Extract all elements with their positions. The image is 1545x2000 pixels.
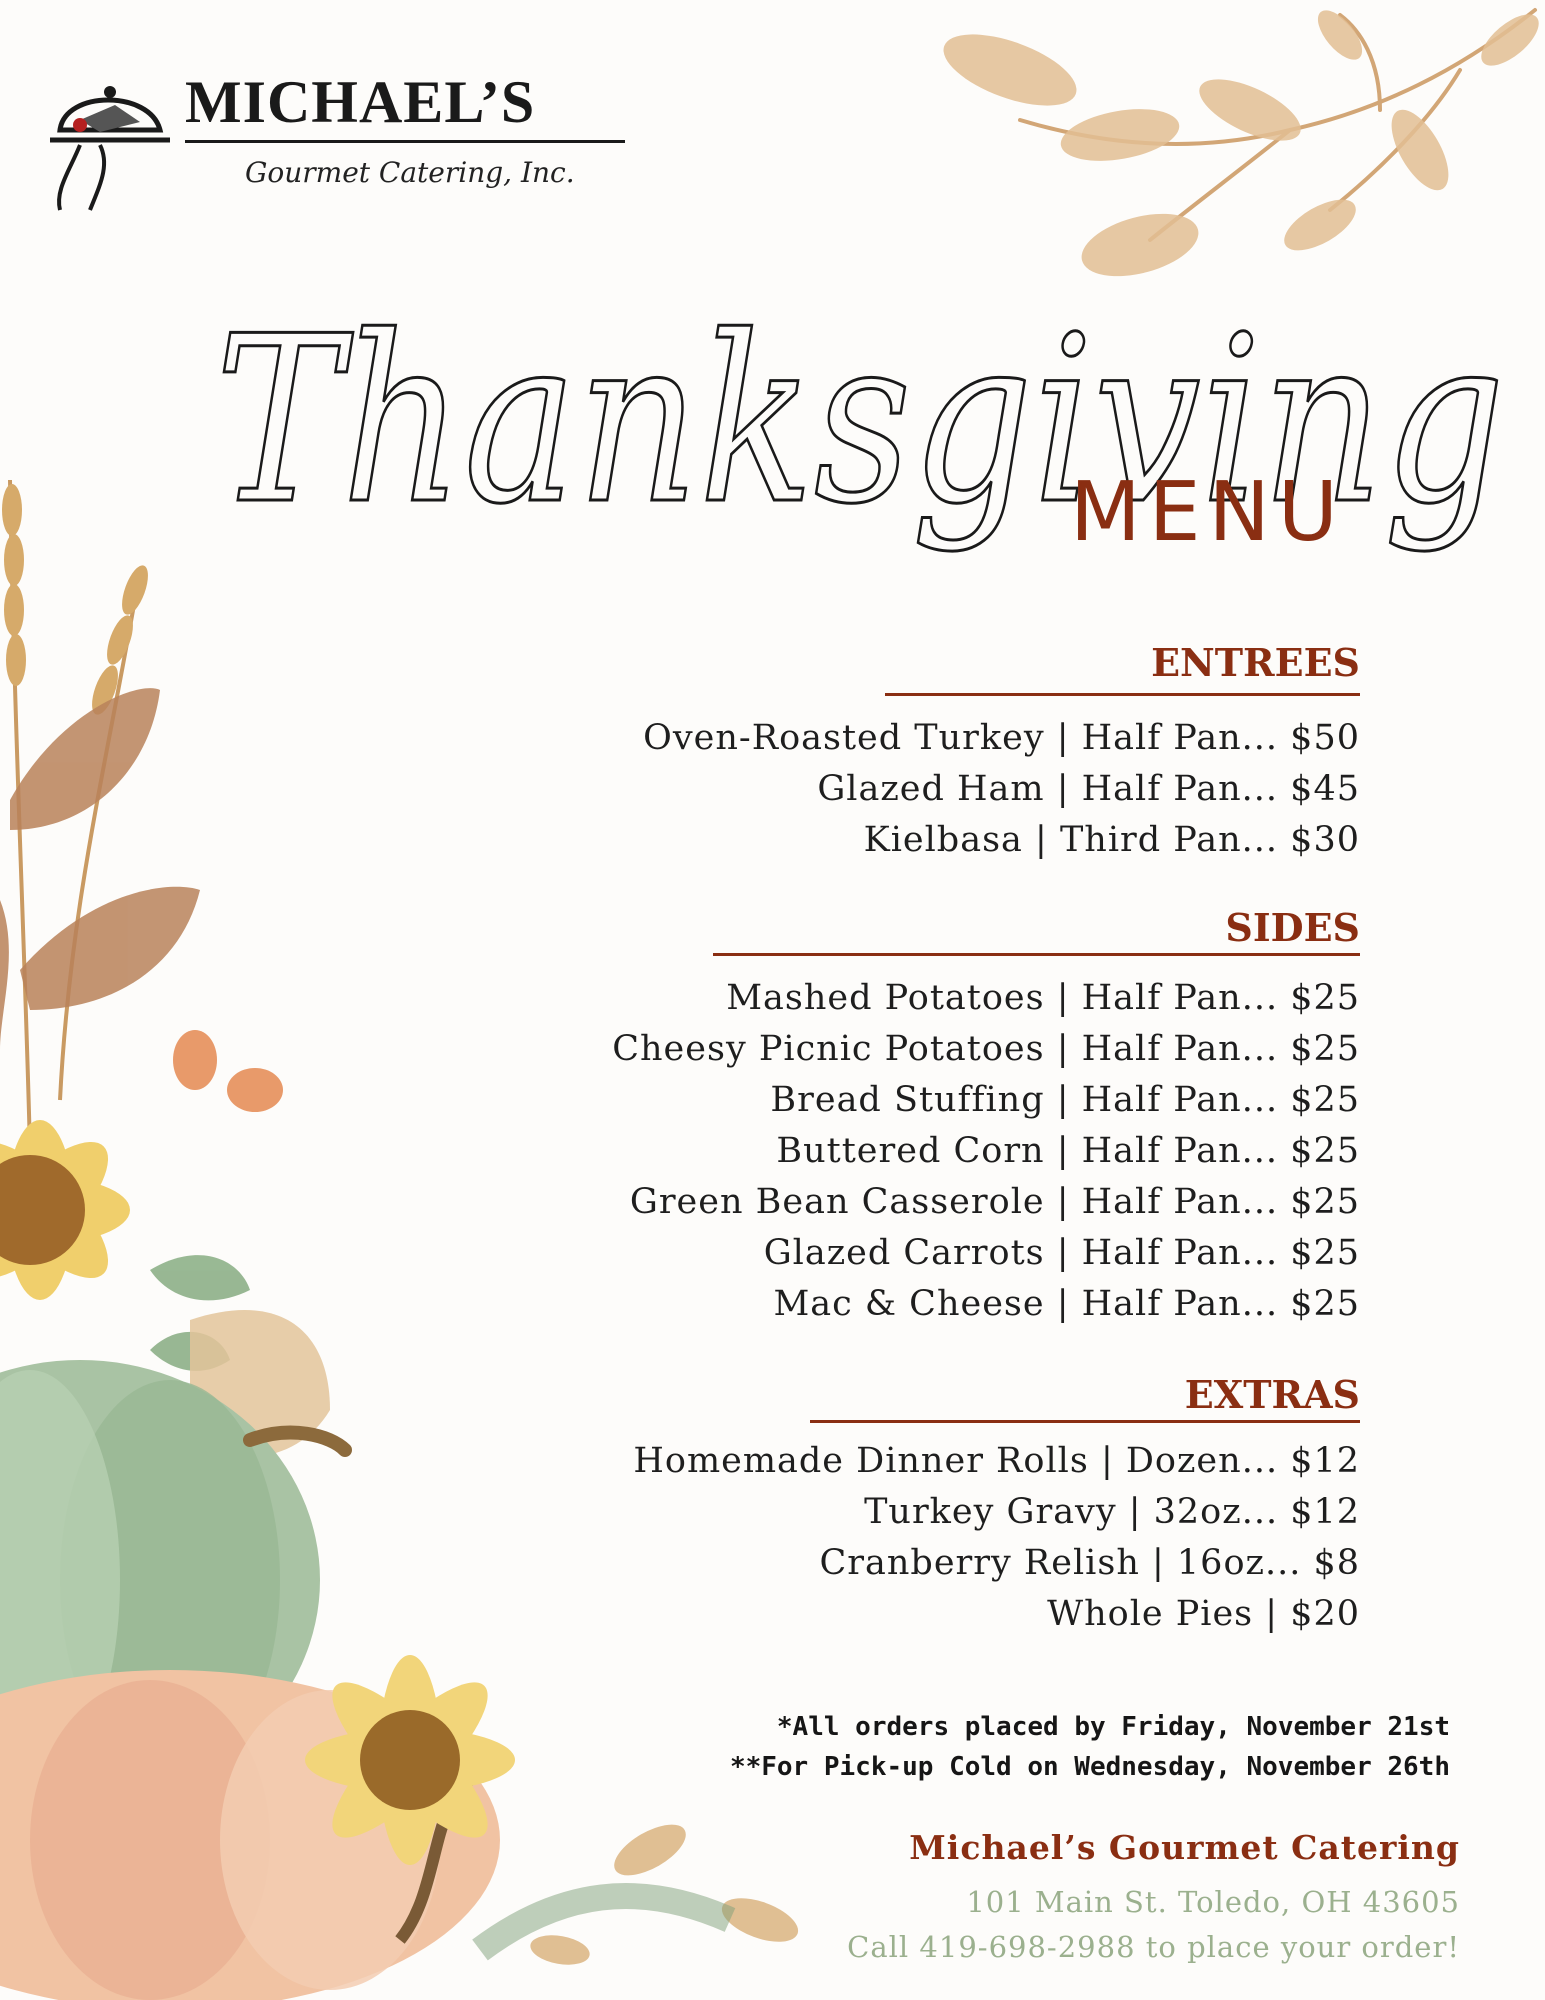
svg-text:Thanksgiving: Thanksgiving <box>215 288 1505 555</box>
footer-address: 101 Main St. Toledo, OH 43605 <box>966 1885 1460 1919</box>
menu-heading: MENU <box>1070 465 1346 560</box>
list-item: Kielbasa | Third Pan... $30 <box>863 820 1360 860</box>
entrees-divider <box>885 693 1360 696</box>
logo-wordmark: MICHAEL’S <box>185 69 536 135</box>
sides-divider <box>713 953 1360 956</box>
entrees-heading: ENTREES <box>1151 640 1360 685</box>
pickup-note: **For Pick-up Cold on Wednesday, November 26th <box>729 1752 1450 1782</box>
list-item: Bread Stuffing | Half Pan... $25 <box>770 1080 1360 1120</box>
list-item: Mashed Potatoes | Half Pan... $25 <box>726 978 1360 1018</box>
order-deadline-note: *All orders placed by Friday, November 21st <box>776 1712 1450 1742</box>
list-item: Glazed Ham | Half Pan... $45 <box>817 769 1360 809</box>
list-item: Whole Pies | $20 <box>1047 1594 1360 1634</box>
logo-subtitle: Gourmet Catering, Inc. <box>245 156 575 189</box>
extras-divider <box>810 1420 1360 1423</box>
entrees-list <box>643 713 1360 866</box>
footer-phone: Call 419-698-2988 to place your order! <box>847 1930 1460 1964</box>
list-item: Glazed Carrots | Half Pan... $25 <box>763 1233 1360 1273</box>
list-item: Turkey Gravy | 32oz... $12 <box>864 1492 1360 1532</box>
list-item: Mac & Cheese | Half Pan... $25 <box>773 1284 1360 1324</box>
chef-cloche-icon <box>40 60 180 220</box>
list-item: Green Bean Casserole | Half Pan... $25 <box>629 1182 1360 1222</box>
list-item: Homemade Dinner Rolls | Dozen... $12 <box>633 1441 1360 1481</box>
extras-heading: EXTRAS <box>1184 1372 1360 1417</box>
logo-divider <box>185 140 625 143</box>
sides-heading: SIDES <box>1225 905 1360 950</box>
list-item: Cranberry Relish | 16oz... $8 <box>819 1543 1360 1583</box>
footer-business-name: Michael’s Gourmet Catering <box>909 1828 1460 1867</box>
list-item: Buttered Corn | Half Pan... $25 <box>776 1131 1360 1171</box>
list-item: Oven-Roasted Turkey | Half Pan... $50 <box>643 718 1360 758</box>
company-logo <box>40 60 600 230</box>
extras-list <box>633 1436 1360 1640</box>
list-item: Cheesy Picnic Potatoes | Half Pan... $25 <box>612 1029 1360 1069</box>
sides-list <box>612 973 1360 1330</box>
